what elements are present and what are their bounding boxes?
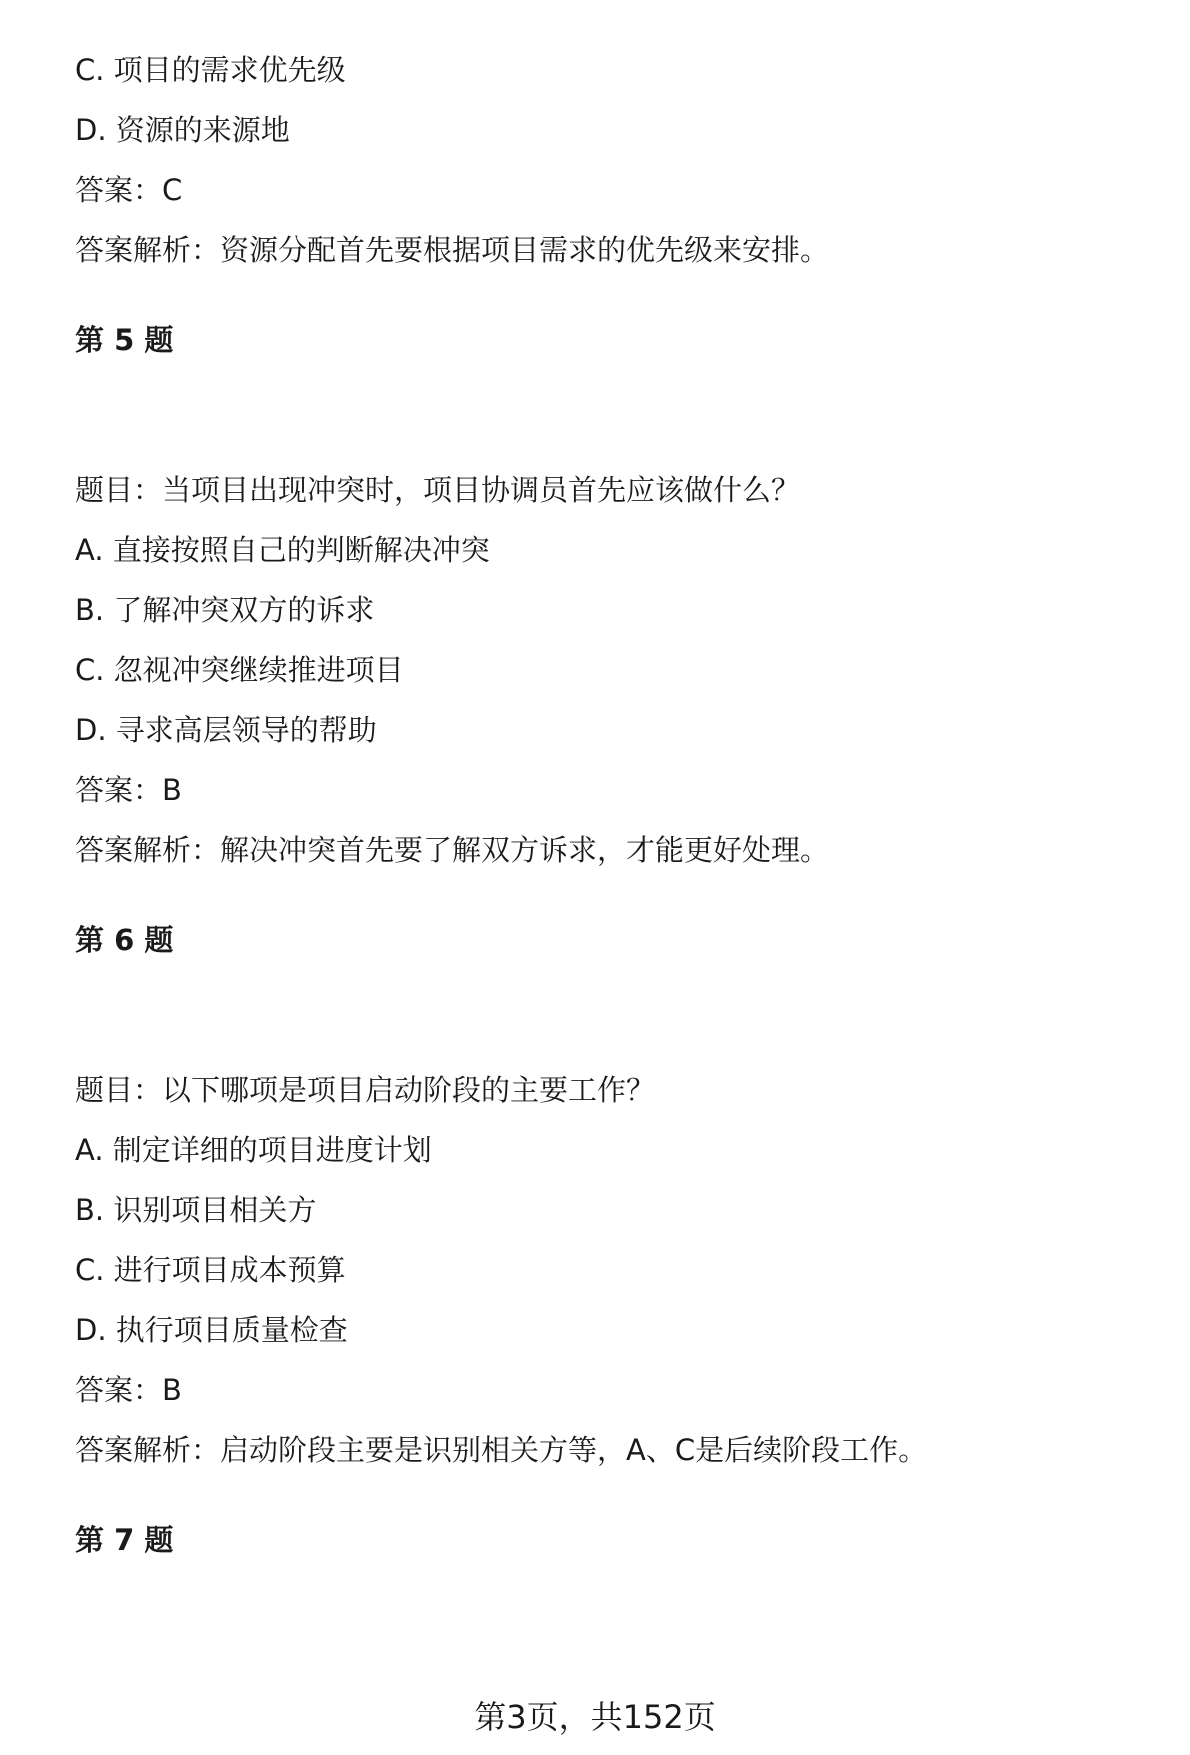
q6-option-d: D. 执行项目质量检查 [75, 1313, 348, 1347]
page-indicator: 第3页，共152页 [474, 1698, 716, 1736]
q6-explanation: 答案解析：启动阶段主要是识别相关方等，A、C是后续阶段工作。 [75, 1433, 928, 1467]
q5-heading: 第 5 题 [75, 323, 174, 357]
q5-question: 题目：当项目出现冲突时，项目协调员首先应该做什么？ [75, 473, 801, 507]
q5-option-b: B. 了解冲突双方的诉求 [75, 593, 375, 627]
q6-answer: 答案：B [75, 1373, 182, 1407]
q5-option-a: A. 直接按照自己的判断解决冲突 [75, 533, 490, 567]
q5-explanation: 答案解析：解决冲突首先要了解双方诉求，才能更好处理。 [75, 833, 830, 867]
q6-option-a: A. 制定详细的项目进度计划 [75, 1133, 432, 1167]
q6-heading: 第 6 题 [75, 923, 174, 957]
q6-option-b: B. 识别项目相关方 [75, 1193, 317, 1227]
q4-explanation: 答案解析：资源分配首先要根据项目需求的优先级来安排。 [75, 233, 830, 267]
q4-answer: 答案：C [75, 173, 183, 207]
q5-option-d: D. 寻求高层领导的帮助 [75, 713, 377, 747]
q5-answer: 答案：B [75, 773, 182, 807]
q4-option-c: C. 项目的需求优先级 [75, 53, 346, 87]
q7-heading: 第 7 题 [75, 1523, 174, 1557]
q4-option-d: D. 资源的来源地 [75, 113, 290, 147]
q6-option-c: C. 进行项目成本预算 [75, 1253, 346, 1287]
q6-question: 题目：以下哪项是项目启动阶段的主要工作？ [75, 1073, 656, 1107]
q5-option-c: C. 忽视冲突继续推进项目 [75, 653, 404, 687]
